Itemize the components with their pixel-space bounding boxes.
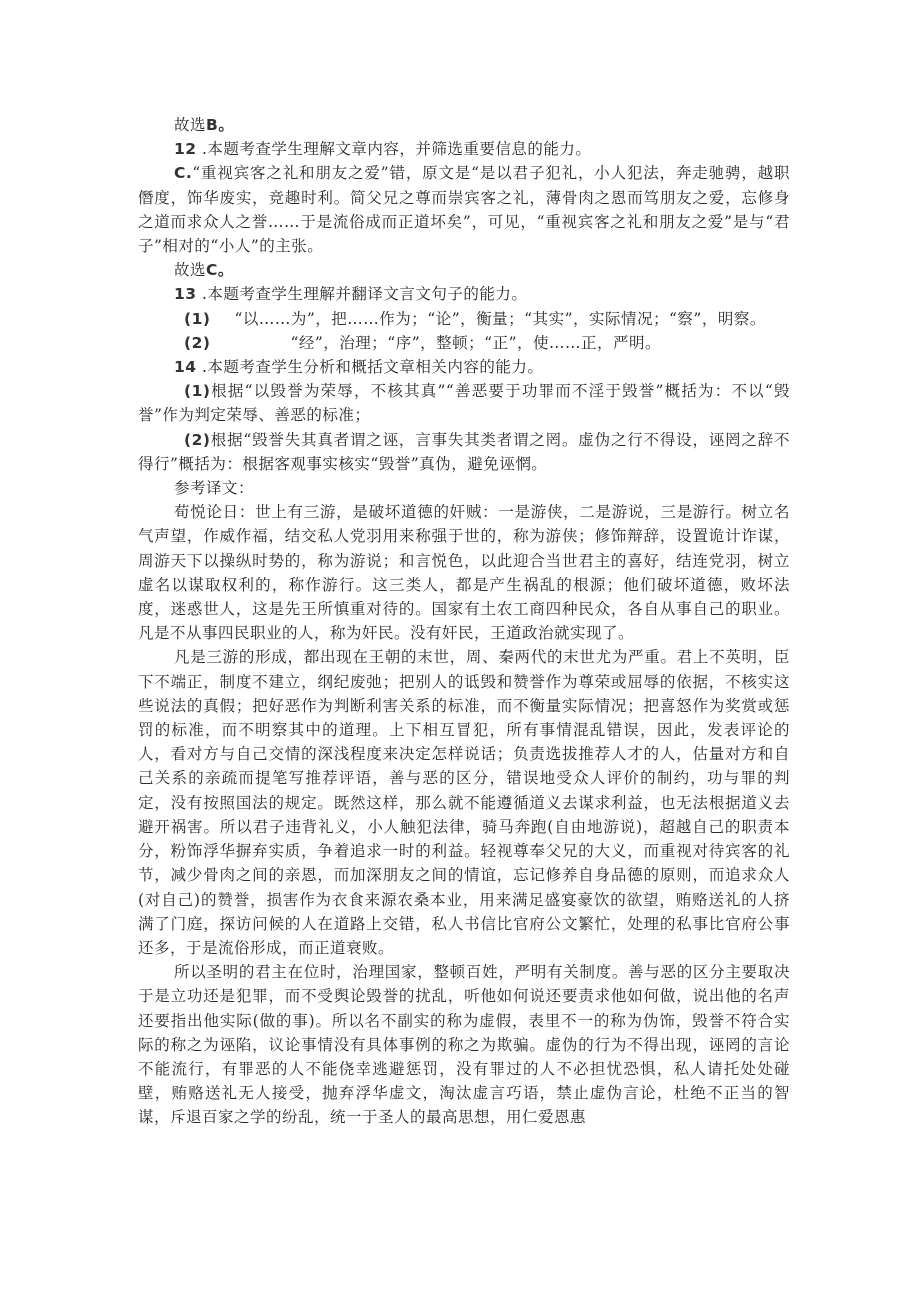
- question-heading: [138, 137, 790, 161]
- translation-paragraph: 所以圣明的君主在位时，治理国家，整顿百姓，严明有关制度。善与恶的区分主要取决于是立功还是犯罪，而不受舆论毁誉的扰乱，听他如何说还要责求他如何做，说出他的名声还要指出他实际(做的事)。所以名不副实的称为虚假，表里不一的称为伪饰，毁誉不符合实际的称之为诬陷，议论事情没有具体事例的称之为欺骗。虚伪的行为不得出现，诬罔的言论不能流行，有罪恶的人不能侥幸逃避惩罚，没有罪过的人不必担忧恐惧，私人请托处处碰壁，贿赂送礼无人接受，抛弃浮华虚文，淘汰虚言巧语，禁止虚伪言论，杜绝不正当的智谋，斥退百家之学的纷乱，统一于圣人的最高思想，用仁爱恩惠: [138, 963, 790, 1127]
- question-heading-text: .本题考查学生分析和概括文章相关内容的能力。: [196, 358, 544, 377]
- question-heading: [138, 355, 790, 379]
- translation-paragraph: 荀悦论日：世上有三游，是破坏道德的奸贼：一是游侠，二是游说，三是游行。树立名气声望，作威作福，结交私人党羽用来称强于世的，称为游侠；修饰辩辞，设置诡计诈谋，周游天下以操纵时势的，称为游说；和言悦色，以此迎合当世君主的喜好，结连党羽，树立虚名以谋取权利的，称作游行。这三类人，都是产生祸乱的根源；他们破坏道德，败坏法度，迷惑世人，这是先王所慎重对待的。国家有土农工商四种民众，各自从事自己的职业。凡是不从事四民职业的人，称为奸民。没有奸民，王道政治就实现了。: [138, 503, 790, 643]
- answer-line: [138, 258, 790, 282]
- translation-paragraph: 凡是三游的形成，都出现在王朝的末世，周、秦两代的末世尤为严重。君上不英明，臣下不端正，制度不建立，纲纪废弛；把别人的诋毁和赞誉作为尊荣或屈辱的依据，不核实这些说法的真假；把好恶作为判断利害关系的标准，而不衡量实际情况；把喜怒作为奖赏或惩罚的标准，而不明察其中的道理。上下相互冒犯，所有事情混乱错误，因此，发表评论的人，看对方与自己交情的深浅程度来决定怎样说话；负责选拔推荐人才的人，估量对方和自己关系的亲疏而提笔写推荐评语，善与恶的区分，错误地受众人评价的制约，功与罪的判定，没有按照国法的规定。既然这样，那么就不能遵循道义去谋求利益，也无法根据道义去避开祸害。所以君子违背礼义，小人触犯法律，骑马奔跑(自由地游说)，超越自己的职责本分，粉饰浮华摒弃实质，争着追求一时的利益。轻视尊奉父兄的大义，而重视对待宾客的礼节，减少骨肉之间的亲恩，而加深朋友之间的情谊，忘记修养自身品德的原则，而追求众人(对自己)的赞誉，损害作为衣食来源农桑本业，用来满足盛宴豪饮的欲望，贿赂送礼的人挤满了门庭，探访问候的人在道路上交错，私人书信比官府公文繁忙，处理的私事比官府公事还多，于是流俗形成，而正道衰败。: [138, 648, 790, 957]
- sub-answer: [138, 379, 790, 427]
- answer-line: [138, 113, 790, 137]
- question-heading: [138, 282, 790, 306]
- translation-heading: 参考译文：: [174, 479, 255, 498]
- question-heading-text: .本题考查学生理解并翻译文言文句子的能力。: [196, 285, 528, 304]
- sub-answer-text: 根据“以毁誉为荣辱，不核其真”“善恶要于功罪而不淫于毁誉”概括为：不以“毁誉”作为判定荣辱、善恶的标准；: [138, 382, 790, 425]
- sub-answer-text: 根据“毁誉失其真者谓之诬，言事失其类者谓之罔。虚伪之行不得设，诬罔之辞不得行”概括为：根据客观事实核实“毁誉”真伪，避免诬惘。: [138, 430, 790, 473]
- question-heading-text: .本题考查学生理解文章内容，并筛选重要信息的能力。: [196, 140, 592, 159]
- sub-answer: [138, 428, 790, 476]
- sub-answer: [138, 331, 790, 355]
- question-number: 13: [174, 285, 197, 304]
- sub-answer-text: “经”，治理；“序”，整顿；“正”，使……正，严明。: [290, 333, 661, 352]
- sub-answer-text: “以……为”，把……作为；“论”，衡量；“其实”，实际情况；“察”，明察。: [234, 309, 766, 328]
- sub-answer-number: (2): [184, 430, 211, 449]
- question-number: 12: [174, 140, 197, 159]
- question-number: 14: [174, 358, 197, 377]
- answer-prefix: 故选: [174, 261, 207, 280]
- explanation-paragraph: [138, 161, 790, 258]
- answer-prefix: 故选: [174, 116, 207, 134]
- explanation-text: “重视宾客之礼和朋友之爱”错，原文是“是以君子犯礼，小人犯法，奔走驰骋，越职僭度，饰华废实，竞趣时利。简父兄之尊而崇宾客之礼，薄骨肉之恩而笃朋友之爱，忘修身之道而求众人之誉……于是流俗成而正道坏矣”，可见，“重视宾客之礼和朋友之爱”是与“君子”相对的“小人”的主张。: [138, 164, 790, 256]
- sub-answer-number: (2): [184, 333, 211, 352]
- sub-answer: [138, 307, 790, 331]
- answer-letter: B。: [206, 116, 235, 134]
- sub-answer-number: (1): [184, 309, 211, 328]
- answer-letter: C。: [206, 261, 234, 280]
- sub-answer-number: (1): [184, 382, 211, 401]
- option-letter: C.: [174, 164, 193, 183]
